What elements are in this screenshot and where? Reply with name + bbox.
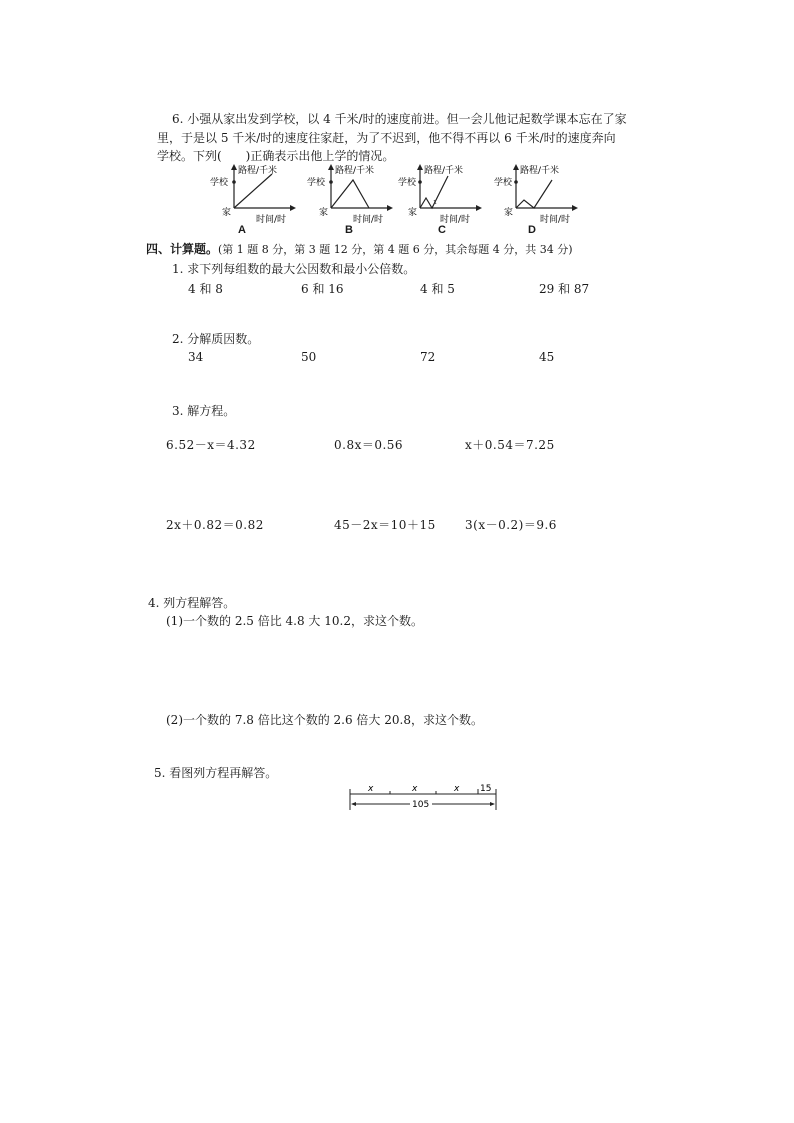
- p1-item-4: 29 和 87: [539, 282, 590, 296]
- q6-line1: 6. 小强从家出发到学校，以 4 千米/时的速度前进。但一会儿他记起数学课本忘在了家: [172, 112, 627, 126]
- graph-a-origin: 家: [222, 208, 232, 218]
- p3-eq-1: 6.52－x＝4.32: [166, 438, 256, 452]
- p2-item-3: 72: [420, 350, 436, 364]
- q6-line3: 学校。下列( )正确表示出他上学的情况。: [157, 149, 395, 163]
- graph-c-path: [420, 176, 448, 208]
- p3-title: 3. 解方程。: [172, 404, 236, 418]
- p5-seg-4: 15: [480, 784, 492, 794]
- graph-d-y-axis: 路程/千米: [520, 166, 560, 176]
- graph-a-label: A: [238, 224, 246, 236]
- p1-item-2: 6 和 16: [301, 282, 344, 296]
- p4-title: 4. 列方程解答。: [148, 596, 236, 610]
- graph-d-svg: [494, 162, 604, 226]
- graph-a-x-axis: 时间/时: [256, 215, 287, 225]
- p4-q1: (1)一个数的 2.5 倍比 4.8 大 10.2，求这个数。: [166, 614, 423, 628]
- graph-d-label: D: [528, 224, 536, 236]
- p3-eq-4: 2x＋0.82＝0.82: [166, 518, 264, 532]
- graph-b-y-top: 学校: [307, 178, 326, 188]
- graph-c: [398, 162, 508, 238]
- graph-a-path: [234, 174, 272, 208]
- p5-seg-1: x: [368, 784, 374, 794]
- section-heading: [146, 241, 573, 258]
- graph-d-x-axis: 时间/时: [540, 215, 571, 225]
- q6-line2: 里，于是以 5 千米/时的速度往家赶，为了不迟到，他不得不再以 6 千米/时的速度奔向: [157, 131, 616, 145]
- p1-item-1: 4 和 8: [188, 282, 223, 296]
- p2-item-4: 45: [539, 350, 555, 364]
- p5-total: 105: [412, 800, 430, 810]
- graph-d-y-top: 学校: [494, 178, 513, 188]
- graph-a-y-top: 学校: [210, 178, 229, 188]
- graph-a-y-axis: 路程/千米: [238, 166, 278, 176]
- graph-c-y-axis: 路程/千米: [424, 166, 464, 176]
- p5-segment-diagram: [344, 780, 504, 814]
- section-points: (第 1 题 8 分，第 3 题 12 分，第 4 题 6 分，其余每题 4 分，共 34 分): [218, 243, 573, 256]
- graph-c-y-top: 学校: [398, 178, 417, 188]
- graph-c-origin: 家: [408, 208, 418, 218]
- graph-b-svg: [301, 162, 411, 226]
- p2-title: 2. 分解质因数。: [172, 332, 260, 346]
- p4-q2: (2)一个数的 7.8 倍比这个数的 2.6 倍大 20.8，求这个数。: [166, 713, 483, 727]
- p2-item-2: 50: [301, 350, 317, 364]
- graph-b-path: [331, 180, 369, 208]
- graph-a-svg: [198, 162, 308, 226]
- p3-eq-5: 45－2x＝10＋15: [334, 518, 436, 532]
- graph-c-x-axis: 时间/时: [440, 215, 471, 225]
- p3-eq-2: 0.8x＝0.56: [334, 438, 404, 452]
- graph-c-svg: [398, 162, 508, 226]
- p3-eq-6: 3(x－0.2)＝9.6: [465, 518, 557, 532]
- graph-a: [198, 162, 308, 238]
- p1-item-3: 4 和 5: [420, 282, 455, 296]
- section-title: 四、计算题。: [146, 242, 219, 256]
- graph-b-x-axis: 时间/时: [353, 215, 384, 225]
- graph-b: [301, 162, 411, 238]
- graph-c-label: C: [438, 224, 446, 236]
- p3-eq-3: x＋0.54＝7.25: [465, 438, 555, 452]
- graph-b-y-axis: 路程/千米: [335, 166, 375, 176]
- graph-b-origin: 家: [319, 208, 329, 218]
- graph-d: [494, 162, 604, 238]
- p5-title: 5. 看图列方程再解答。: [154, 766, 278, 780]
- p5-seg-2: x: [412, 784, 418, 794]
- p1-title: 1. 求下列每组数的最大公因数和最小公倍数。: [172, 262, 416, 276]
- p2-item-1: 34: [188, 350, 204, 364]
- p5-seg-3: x: [454, 784, 460, 794]
- graph-b-label: B: [345, 224, 353, 236]
- graph-d-path: [516, 180, 552, 208]
- graph-d-origin: 家: [504, 208, 514, 218]
- p5-diagram-svg: [344, 780, 504, 814]
